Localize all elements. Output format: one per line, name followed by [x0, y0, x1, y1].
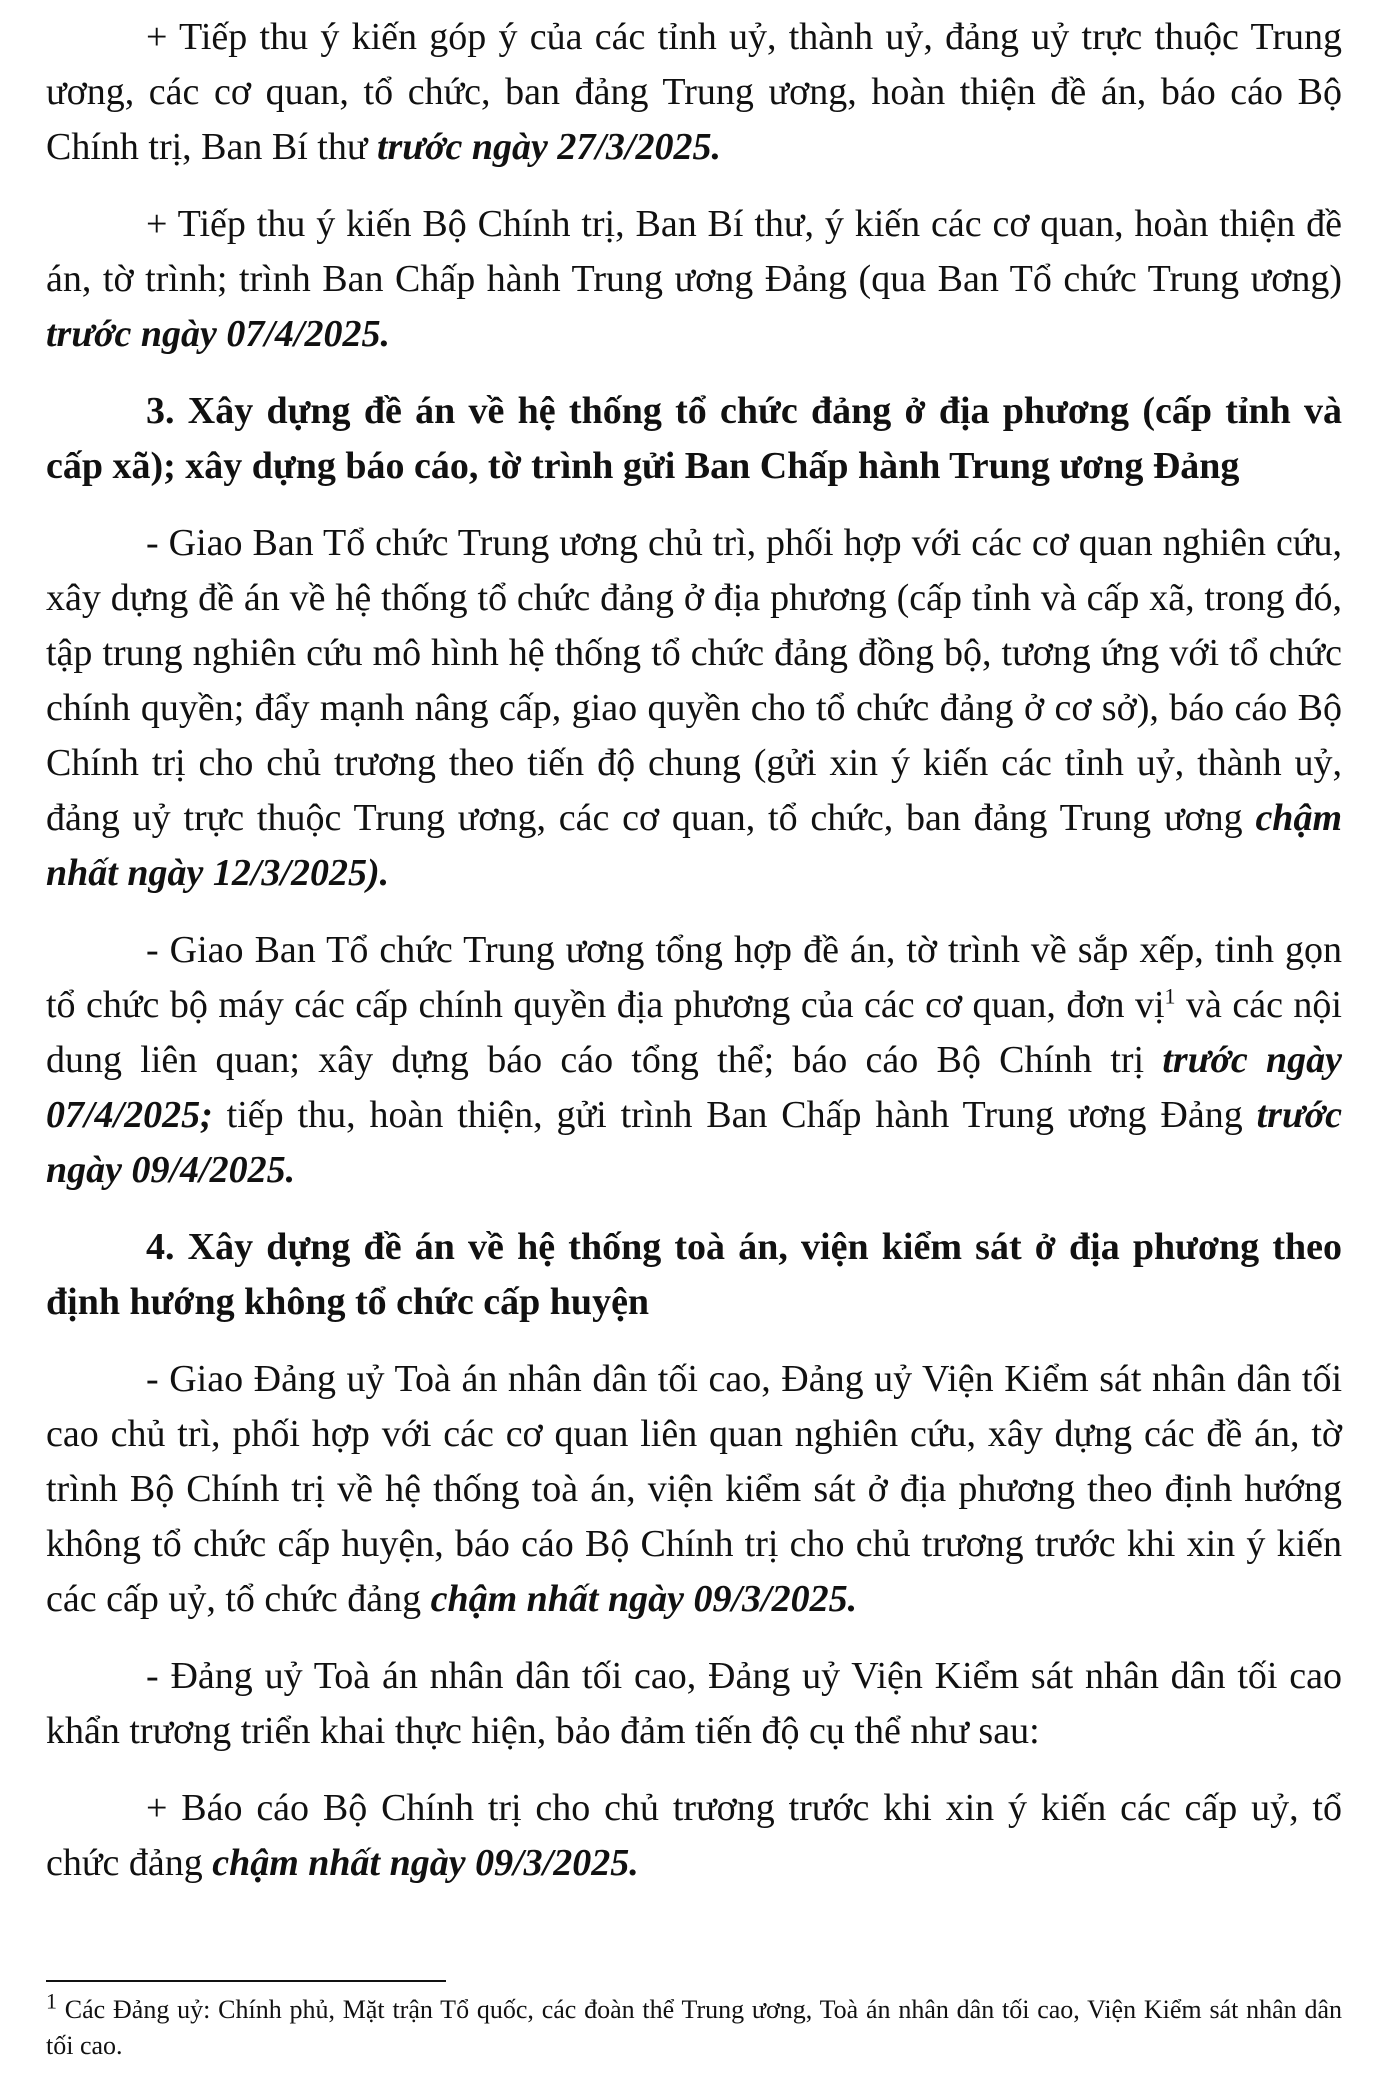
paragraph-1-deadline: trước ngày 27/3/2025. [376, 126, 721, 168]
paragraph-2 [46, 197, 1342, 362]
paragraph-5-text: - Giao Đảng uỷ Toà án nhân dân tối cao, Đảng uỷ Viện Kiểm sát nhân dân tối cao chủ trì, phối hợp với các cơ quan liên quan nghiên cứu, xây dựng các đề án, tờ trình Bộ Chính trị về hệ thống toà án, viện kiểm sát ở địa phương theo định hướng không tổ chức cấp huyện, báo cáo Bộ Chính trị cho chủ trương trước khi xin ý kiến các cấp uỷ, tổ chức đảng [46, 1358, 1342, 1620]
footnote [46, 1988, 1342, 2064]
section-heading-4: 4. Xây dựng đề án về hệ thống toà án, viện kiểm sát ở địa phương theo định hướng không tổ chức cấp huyện [46, 1226, 1342, 1323]
paragraph-6-text: - Đảng uỷ Toà án nhân dân tối cao, Đảng uỷ Viện Kiểm sát nhân dân tối cao khẩn trương triển khai thực hiện, bảo đảm tiến độ cụ thể như sau: [46, 1655, 1342, 1752]
paragraph-4-text-c: tiếp thu, hoàn thiện, gửi trình Ban Chấp hành Trung ương Đảng [212, 1094, 1257, 1136]
paragraph-1-text: + Tiếp thu ý kiến góp ý của các tỉnh uỷ, thành uỷ, đảng uỷ trực thuộc Trung ương, các cơ quan, tổ chức, ban đảng Trung ương, hoàn thiện đề án, báo cáo Bộ Chính trị, Ban Bí thư [46, 16, 1342, 168]
paragraph-4-text-a: - Giao Ban Tổ chức Trung ương tổng hợp đề án, tờ trình về sắp xếp, tinh gọn tổ chức bộ máy các cấp chính quyền địa phương của các cơ quan, đơn vị [46, 929, 1342, 1026]
paragraph-4-deadline-b: trước ngày 09/4/2025. [46, 1094, 1342, 1191]
paragraph-3-deadline: chậm nhất ngày 12/3/2025). [46, 797, 1342, 894]
paragraph-3 [46, 516, 1342, 901]
paragraph-1 [46, 10, 1342, 175]
paragraph-3-text: - Giao Ban Tổ chức Trung ương chủ trì, phối hợp với các cơ quan nghiên cứu, xây dựng đề án về hệ thống tổ chức đảng ở địa phương (cấp tỉnh và cấp xã, trong đó, tập trung nghiên cứu mô hình hệ thống tổ chức đảng đồng bộ, tương ứng với tổ chức chính quyền; đẩy mạnh nâng cấp, giao quyền cho tổ chức đảng ở cơ sở), báo cáo Bộ Chính trị cho chủ trương theo tiến độ chung (gửi xin ý kiến các tỉnh uỷ, thành uỷ, đảng uỷ trực thuộc Trung ương, các cơ quan, tổ chức, ban đảng Trung ương [46, 522, 1342, 839]
paragraph-4-deadline-a: trước ngày 07/4/2025; [46, 1039, 1342, 1136]
paragraph-2-deadline: trước ngày 07/4/2025. [46, 313, 390, 355]
paragraph-4 [46, 923, 1342, 1198]
footnote-reference: 1 [1164, 983, 1176, 1009]
paragraph-6 [46, 1649, 1342, 1759]
paragraph-5 [46, 1352, 1342, 1627]
footnote-divider [46, 1980, 446, 1982]
paragraph-7 [46, 1781, 1342, 1891]
paragraph-7-text: + Báo cáo Bộ Chính trị cho chủ trương trước khi xin ý kiến các cấp uỷ, tổ chức đảng [46, 1787, 1342, 1884]
paragraph-5-deadline: chậm nhất ngày 09/3/2025. [430, 1578, 858, 1620]
footnote-text: Các Đảng uỷ: Chính phủ, Mặt trận Tổ quốc, các đoàn thể Trung ương, Toà án nhân dân tối cao, Viện Kiểm sát nhân dân tối cao. [46, 1995, 1342, 2060]
paragraph-2-text: + Tiếp thu ý kiến Bộ Chính trị, Ban Bí thư, ý kiến các cơ quan, hoàn thiện đề án, tờ trình; trình Ban Chấp hành Trung ương Đảng (qua Ban Tổ chức Trung ương) [46, 203, 1342, 300]
footnote-marker: 1 [46, 1988, 57, 2014]
document-body [46, 10, 1342, 1913]
paragraph-7-deadline: chậm nhất ngày 09/3/2025. [212, 1842, 639, 1884]
section-heading-3: 3. Xây dựng đề án về hệ thống tổ chức đảng ở địa phương (cấp tỉnh và cấp xã); xây dựng báo cáo, tờ trình gửi Ban Chấp hành Trung ương Đảng [46, 390, 1342, 487]
paragraph-4-text-b: và các nội dung liên quan; xây dựng báo cáo tổng thể; báo cáo Bộ Chính trị [46, 984, 1342, 1081]
